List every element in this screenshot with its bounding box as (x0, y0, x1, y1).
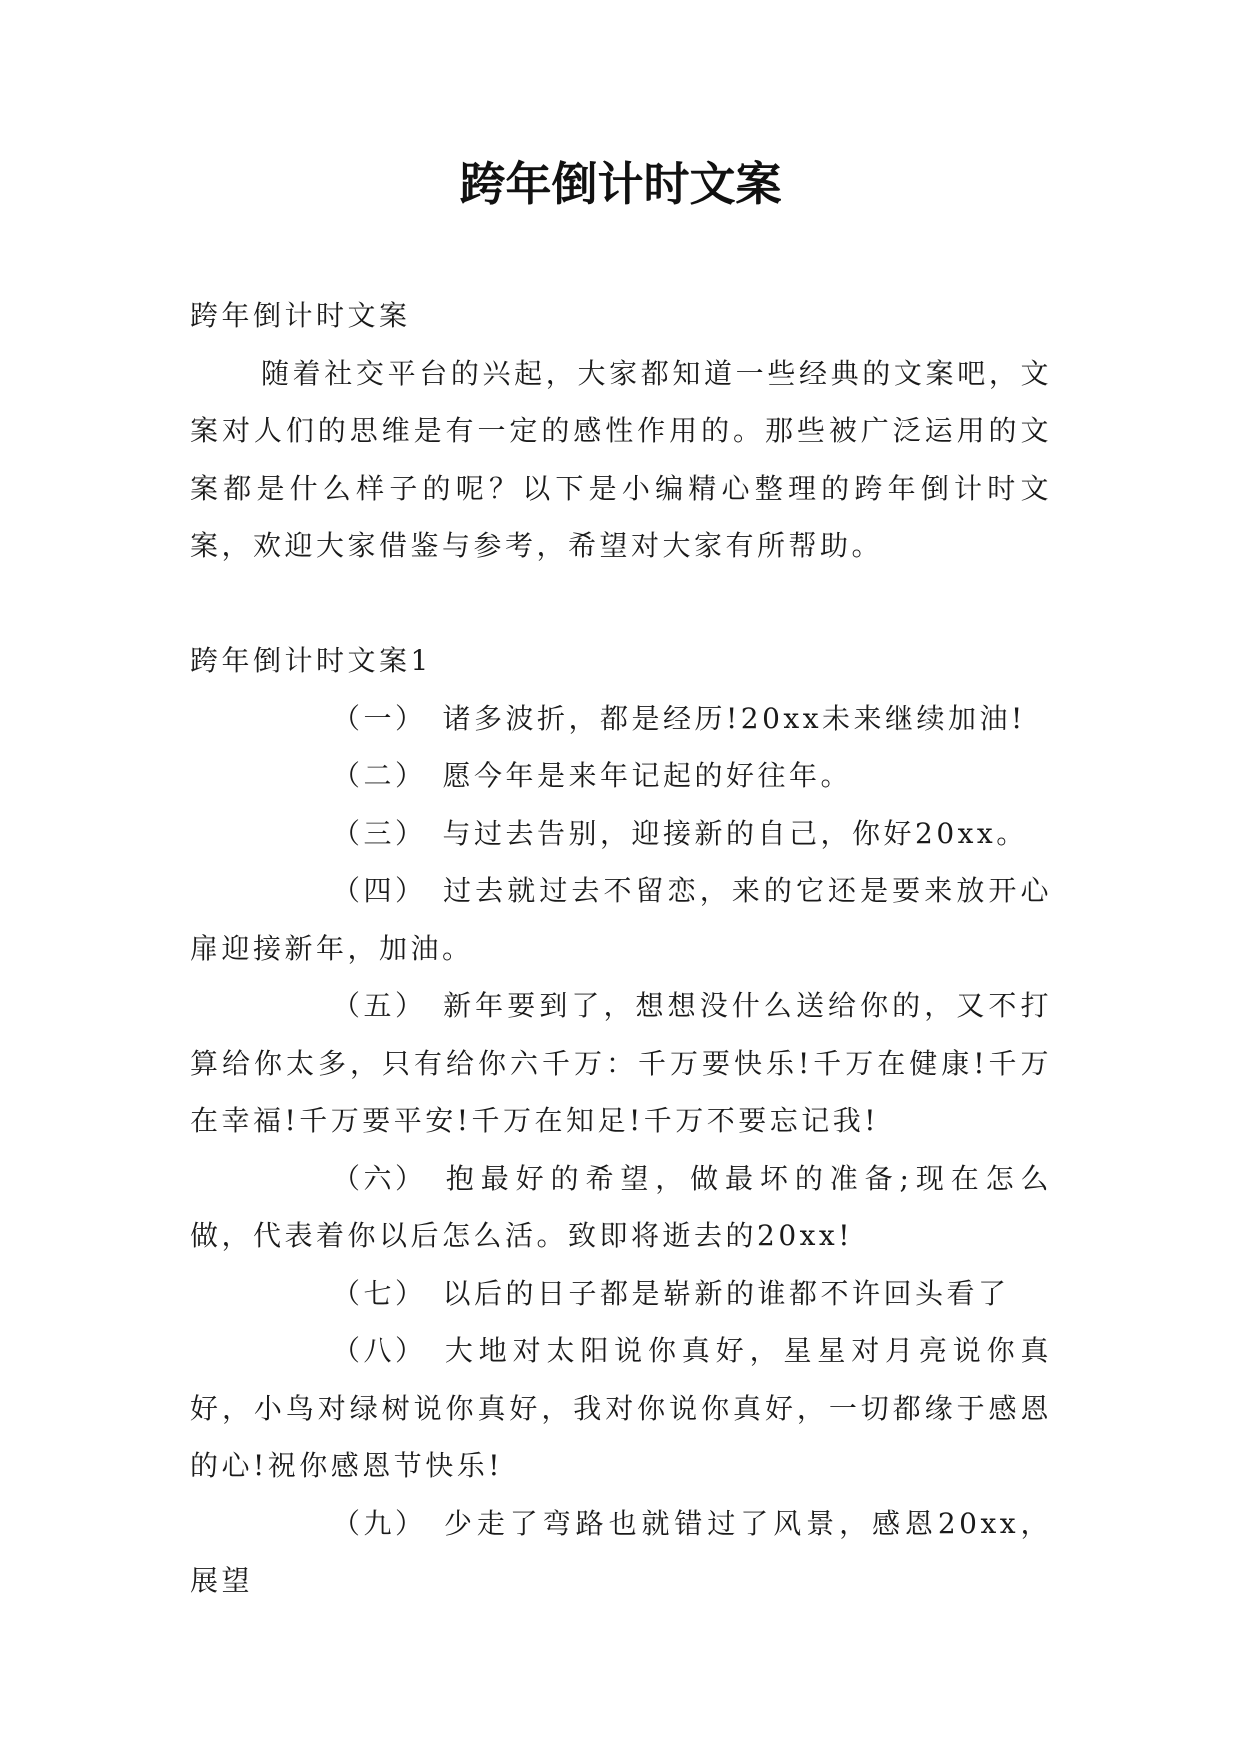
document-title: 跨年倒计时文案 (459, 157, 782, 211)
list-item (190, 1495, 1052, 1610)
item-number: （九） (332, 1506, 427, 1540)
list-item (190, 1322, 1052, 1495)
item-text: 过去就过去不留恋，来的它还是要来放开心扉迎接新年，加油。 (190, 874, 1052, 965)
item-number: （六） (332, 1161, 427, 1195)
item-number: （五） (332, 989, 427, 1022)
item-text: 以后的日子都是崭新的谁都不许回头看了 (442, 1276, 1010, 1310)
item-text: 少走了弯路也就错过了风景，感恩20xx，展望 (190, 1506, 1052, 1597)
item-number: （八） (332, 1334, 427, 1367)
item-text: 愿今年是来年记起的好往年。 (442, 759, 853, 792)
intro-heading: 跨年倒计时文案 (190, 299, 411, 332)
list-item (190, 805, 1052, 863)
item-text: 抱最好的希望，做最坏的准备;现在怎么做，代表着你以后怎么活。致即将逝去的20xx! (190, 1161, 1052, 1252)
document-body (190, 287, 1052, 1610)
item-number: （二） (332, 759, 427, 792)
item-text: 新年要到了，想想没什么送给你的，又不打算给你太多，只有给你六千万：千万要快乐!千万在健康!千万在幸福!千万要平安!千万在知足!千万不要忘记我! (190, 989, 1052, 1137)
item-number: （四） (332, 874, 427, 907)
item-number: （七） (332, 1276, 427, 1310)
item-text: 大地对太阳说你真好，星星对月亮说你真好，小鸟对绿树说你真好，我对你说你真好，一切都缘于感恩的心!祝你感恩节快乐! (190, 1334, 1052, 1482)
list-item (190, 1150, 1052, 1265)
list-item (190, 862, 1052, 977)
list-item (190, 747, 1052, 805)
list-item (190, 1265, 1052, 1323)
spacer (190, 575, 1052, 633)
section-heading: 跨年倒计时文案1 (190, 644, 432, 677)
item-number: （三） (332, 816, 427, 850)
intro-paragraph: 随着社交平台的兴起，大家都知道一些经典的文案吧，文案对人们的思维是有一定的感性作用的。那些被广泛运用的文案都是什么样子的呢？以下是小编精心整理的跨年倒计时文案，欢迎大家借鉴与参考，希望对大家有所帮助。 (190, 356, 1052, 562)
item-text: 与过去告别，迎接新的自己，你好20xx。 (442, 816, 1028, 850)
list-item (190, 977, 1052, 1150)
list-item (190, 690, 1052, 748)
item-text: 诸多波折，都是经历!20xx未来继续加油! (442, 701, 1026, 735)
item-number: （一） (332, 701, 427, 735)
